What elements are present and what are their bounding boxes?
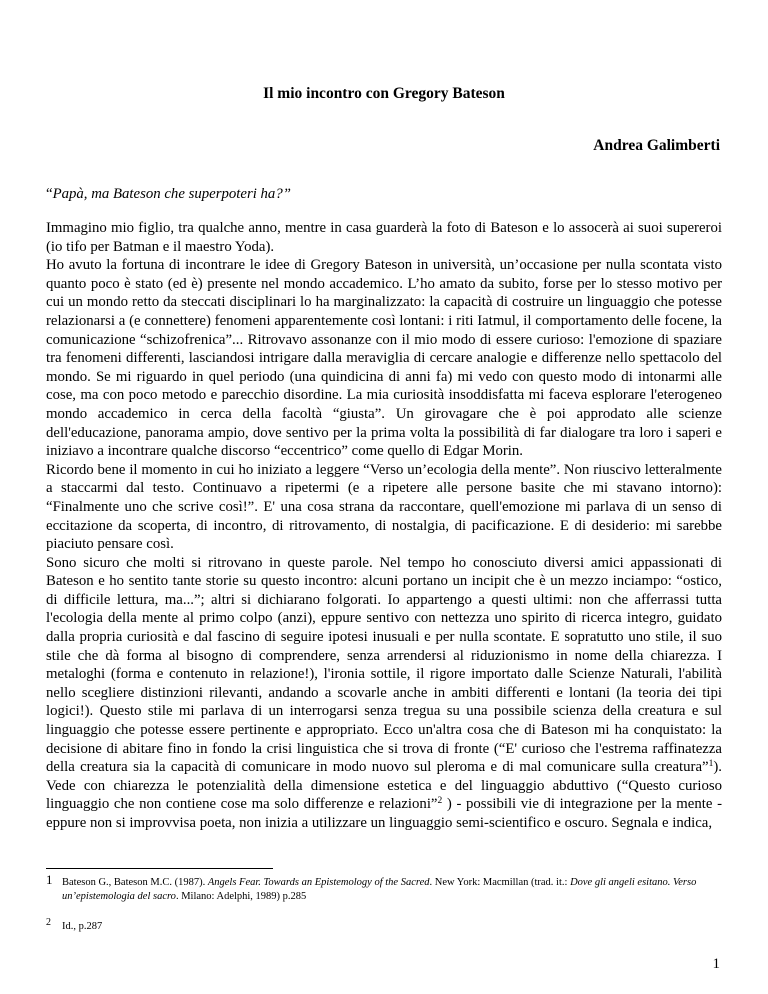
epigraph-close-quote: ”: [282, 186, 291, 202]
page-number: 1: [712, 956, 720, 972]
epigraph: [46, 185, 291, 203]
footnote-text: . Milano: Adelphi, 1989) p.285: [175, 891, 307, 902]
footnote-separator: [46, 868, 273, 869]
epigraph-text: Papà, ma Bateson che superpoteri ha?: [52, 186, 283, 202]
footnote-translated-title: Dove gli angeli esitano. Verso un’epistemologia del sacro: [62, 877, 697, 902]
footnote-1: [46, 872, 722, 904]
footnotes: [46, 872, 722, 934]
footnote-ref-2[interactable]: 2: [437, 796, 443, 807]
document-title: Il mio incontro con Gregory Bateson: [263, 85, 505, 102]
paragraph-4: [46, 554, 722, 833]
footnote-number: 1: [46, 872, 53, 887]
footnote-text: Id., p.287: [62, 921, 103, 932]
paragraph-2: Ho avuto la fortuna di incontrare le idee di Gregory Bateson in università, un’occasione per nulla scontata visto quanto poco è stato (ed è) presente nel mondo accademico. L’ho amato da subito, forse per lo stesso motivo per cui un mondo retto da steccati disciplinari lo ha marginalizzato: la capacità di costruire un linguaggio che potesse relazionarsi a (e connettere) fenomeni apparentemente così lontani: i riti Iatmul, il comportamento delle focene, la comunicazione “schizofrenica”... Ritrovavo assonanze con il mio modo di essere curioso: l'emozione di spaziare tra fenomeni differenti, lasciandosi intrigare dalla meraviglia di cercare analogie e differenze nello spettacolo del mondo. Se mi riguardo in quel periodo (una quindicina di anni fa) mi vedo con questo modo di intonarmi alle cose, ma con poco metodo e parecchio disordine. La mia curiosità insoddisfatta mi faceva esplorare l'eterogeneo mondo accademico in cerca della facoltà “giusta”. Un girovagare che è poi approdato alle scienze dell'educazione, panorama ampio, dove sentivo per la prima volta la possibilità di far dialogare tra loro i saperi e iniziavo a incontrare qualche discorso “eccentrico” come quello di Edgar Morin.: [46, 257, 722, 460]
paragraph-4-part-b: ). Vede con chiarezza le potenzialità della dimensione estetica e del linguaggio abduttivo (“Questo curioso linguaggio che non contiene cose ma solo differenze e relazioni”: [46, 759, 722, 813]
footnote-text: . New York: Macmillan (trad. it.:: [429, 877, 571, 888]
paragraph-4-part-a: Sono sicuro che molti si ritrovano in queste parole. Nel tempo ho conosciuto diversi amici appassionati di Bateson e ho sentito tante storie su questo incontro: alcuni portano un incipit che è un mezzo inciampo: “ostico, di difficile lettura, ma...”; altri si dichiarano folgorati. Io appartengo a questi ultimi: non che afferrassi tutta l'ecologia della mente al primo colpo (anzi), eppure sentivo con nettezza uno spirito di ricerca integro, guidato dalla propria curiosità e dal fascino di seguire ipotesi inusuali e per nulla scontate. E sopratutto uno stile, il suo stile che dà forma al bisogno di comprendere, senza arrendersi al riduzionismo in nome della chiarezza. I metaloghi (forma e contenuto in relazione!), l'ironia sottile, il rigore importato dalle Scienze Naturali, l'abilità nello scegliere distinzioni rilevanti, andando a scovarle anche in ambiti differenti e lontani (la teoria dei tipi logici!). Questo stile mi parlava di un interrogarsi senza tregua su una possibile scienza della creatura e sul linguaggio che potesse essere pertinente e appropriato. Ecco un'altra cosa che di Bateson mi ha conquistato: la decisione di abitare fino in fondo la crisi linguistica che si trova di fronte (“E' curioso che l'estrema raffinatezza della creatura sia la capacità di comunicare in modo nuovo sul pleroma e di mal comunicare sulla creatura”: [46, 554, 722, 776]
footnote-ref-1[interactable]: 1: [708, 759, 714, 770]
footnote-book-title: Angels Fear. Towards an Epistemology of the Sacred: [207, 877, 430, 888]
paragraph-3: Ricordo bene il momento in cui ho iniziato a leggere “Verso un’ecologia della mente”. Non riuscivo letteralmente a staccarmi dal testo. Continuavo a ripetermi (e a ripetere alle persone basite che mi stavano intorno): “Finalmente uno che scrive così!”. E' una cosa strana da raccontare, quell'emozione mi parlava di un senso di eccitazione da scoperta, di incontro, di ritrovamento, di nostalgia, di pacificazione. E di desiderio: mi sarebbe piaciuto pensare così.: [46, 461, 722, 553]
body-text: [46, 219, 722, 833]
paragraph-4-part-c: ) - possibili vie di integrazione per la mente - eppure non si improvvisa poeta, non inizia a utilizzare un linguaggio semi-scientifico e oscuro. Segnala e indica,: [46, 796, 722, 831]
paragraph-1: Immagino mio figlio, tra qualche anno, mentre in casa guarderà la foto di Bateson e lo assocerà ai suoi supereroi (io tifo per Batman e il maestro Yoda).: [46, 220, 722, 255]
footnote-number: 2: [46, 917, 51, 928]
author-name: Andrea Galimberti: [593, 137, 720, 154]
footnote-text: Bateson G., Bateson M.C. (1987).: [62, 877, 208, 888]
epigraph-open-quote: “: [46, 186, 53, 202]
footnote-2: [46, 917, 722, 934]
